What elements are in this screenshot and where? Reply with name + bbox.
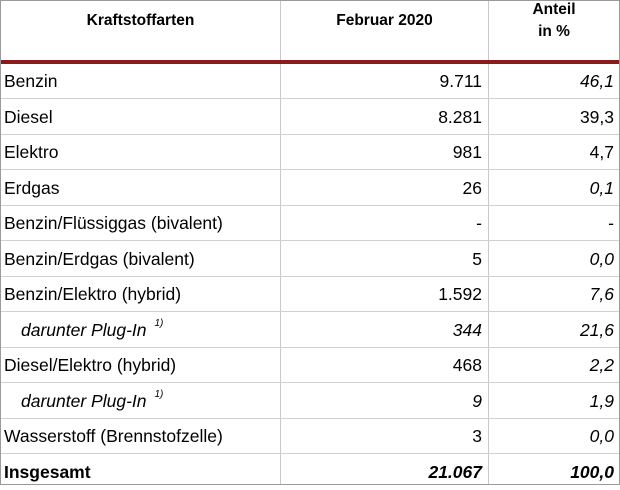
fuel-type-label: Benzin/Elektro (hybrid) [4,284,182,304]
fuel-type-cell [4,206,276,241]
count-cell: 468 [452,355,482,375]
table-row [1,206,619,241]
share-cell: 21,6 [579,319,614,340]
fuel-type-label: Benzin/Erdgas (bivalent) [4,248,195,269]
table-row [1,64,619,99]
count-cell: 1.592 [438,284,482,304]
count-cell: 8.281 [438,106,482,127]
share-cell: 1,9 [589,390,614,411]
table-row [1,242,619,277]
table-row [1,313,619,348]
fuel-type-cell [4,242,276,277]
fuel-type-label: darunter Plug-In [21,319,147,340]
share-cell: 100,0 [570,461,614,482]
count-cell: 5 [472,248,482,269]
header-fuel-types: Kraftstoffarten [86,11,195,29]
share-cell: 46,1 [579,71,614,91]
fuel-type-cell [4,64,276,99]
share-cell: - [608,213,614,233]
count-cell: 21.067 [428,461,482,482]
fuel-type-cell [4,455,276,490]
table-row [1,100,619,135]
count-cell: 9.711 [439,71,482,91]
fuel-type-cell [4,348,276,383]
total-row [1,455,619,490]
share-cell: 0,1 [589,177,614,198]
count-cell: - [476,213,482,233]
header-share [489,0,619,50]
share-cell: 0,0 [589,426,614,446]
table-row [1,419,619,454]
count-cell: 3 [472,426,482,446]
footnote-marker: 1) [154,388,164,400]
fuel-type-label: Benzin [4,71,58,91]
share-cell: 4,7 [589,142,614,162]
fuel-type-cell [4,135,276,170]
count-cell: 26 [462,177,482,198]
fuel-type-label: Erdgas [4,177,60,198]
table-row [1,384,619,419]
fuel-type-label: Benzin/Flüssiggas (bivalent) [4,213,223,233]
fuel-type-label: darunter Plug-In [21,390,147,411]
share-cell: 0,0 [589,248,614,269]
share-cell: 39,3 [579,106,614,127]
footnote-marker: 1) [154,317,164,329]
table-row [1,348,619,383]
fuel-type-label: Diesel/Elektro (hybrid) [4,355,177,375]
header-share-line1: Anteil [532,0,576,18]
count-cell: 344 [452,319,482,340]
fuel-type-cell [4,277,276,312]
fuel-type-label: Diesel [4,106,53,127]
fuel-type-cell [4,171,276,206]
table-row [1,171,619,206]
header-share-line2: in % [538,22,570,40]
fuel-type-label: Wasserstoff (Brennstofzelle) [4,426,223,446]
header-month: Februar 2020 [336,11,433,29]
count-cell: 9 [472,390,482,411]
fuel-type-cell [4,100,276,135]
fuel-type-cell [4,384,293,419]
fuel-type-label: Insgesamt [4,461,91,482]
share-cell: 2,2 [589,355,614,375]
share-cell: 7,6 [589,284,614,304]
count-cell: 981 [452,142,482,162]
table-row [1,135,619,170]
fuel-type-label: Elektro [4,142,59,162]
fuel-type-cell [4,419,276,454]
fuel-type-cell [4,313,293,348]
table-row [1,277,619,312]
